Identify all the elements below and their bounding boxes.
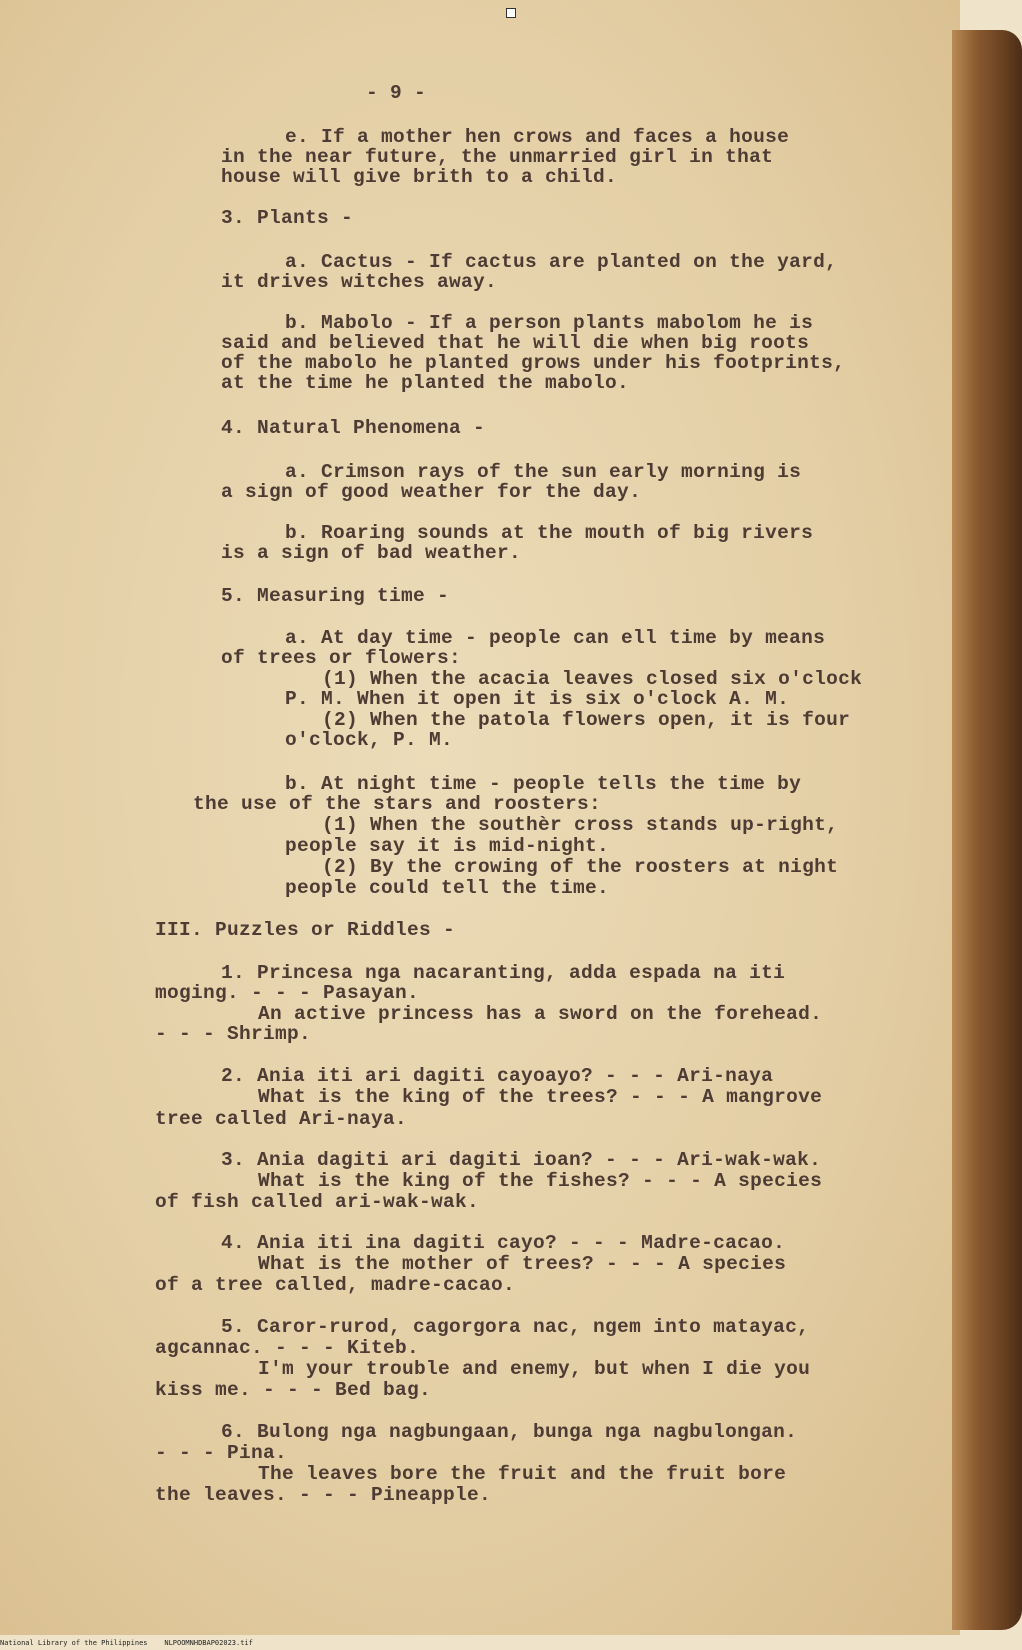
text-line: b. Roaring sounds at the mouth of big rivers <box>285 522 814 544</box>
scan-marker-icon <box>506 8 516 18</box>
section-heading: 4. Natural Phenomena - <box>221 417 486 439</box>
text-line: a. Crimson rays of the sun early morning is <box>285 461 802 483</box>
text-line: of fish called ari-wak-wak. <box>155 1191 480 1213</box>
text-line: What is the mother of trees? - - - A species <box>258 1253 787 1275</box>
text-line: the use of the stars and roosters: <box>193 793 602 815</box>
text-line: of a tree called, madre-cacao. <box>155 1274 516 1296</box>
text-line: - - - Pina. <box>155 1442 288 1464</box>
text-line: An active princess has a sword on the forehead. <box>258 1003 823 1025</box>
text-line: people could tell the time. <box>285 877 610 899</box>
text-line: 1. Princesa nga nacaranting, adda espada na iti <box>221 962 786 984</box>
text-line: kiss me. - - - Bed bag. <box>155 1379 432 1401</box>
text-line: moging. - - - Pasayan. <box>155 982 420 1004</box>
page-number: - 9 - <box>366 82 427 104</box>
text-line: (2) By the crowing of the roosters at night <box>322 856 839 878</box>
text-line: said and believed that he will die when big roots <box>221 332 810 354</box>
text-line: (1) When the acacia leaves closed six o'clock <box>322 668 863 690</box>
text-line: a. At day time - people can ell time by means <box>285 627 826 649</box>
text-line: 5. Caror-rurod, cagorgora nac, ngem into matayac, <box>221 1316 810 1338</box>
section-heading: III. Puzzles or Riddles - <box>155 919 456 941</box>
text-line: 4. Ania iti ina dagiti cayo? - - - Madre-cacao. <box>221 1232 786 1254</box>
text-line: - - - Shrimp. <box>155 1023 312 1045</box>
section-heading: 3. Plants - <box>221 207 354 229</box>
text-line: 6. Bulong nga nagbungaan, bunga nga nagbulongan. <box>221 1421 798 1443</box>
book-binding <box>952 30 1022 1630</box>
text-line: I'm your trouble and enemy, but when I die you <box>258 1358 811 1380</box>
text-line: is a sign of bad weather. <box>221 542 522 564</box>
text-line: it drives witches away. <box>221 271 498 293</box>
text-line: of trees or flowers: <box>221 647 462 669</box>
text-line: of the mabolo he planted grows under his footprints, <box>221 352 846 374</box>
text-line: the leaves. - - - Pineapple. <box>155 1484 492 1506</box>
scan-footer: National Library of the Philippines NLPOOMNHDBAP02023.tif <box>0 1639 253 1647</box>
text-line: 3. Ania dagiti ari dagiti ioan? - - - Ari-wak-wak. <box>221 1149 822 1171</box>
text-line: What is the king of the fishes? - - - A species <box>258 1170 823 1192</box>
text-line: agcannac. - - - Kiteb. <box>155 1337 420 1359</box>
text-line: o'clock, P. M. <box>285 729 454 751</box>
text-line: people say it is mid-night. <box>285 835 610 857</box>
text-line: a. Cactus - If cactus are planted on the yard, <box>285 251 838 273</box>
text-line: P. M. When it open it is six o'clock A. M. <box>285 688 790 710</box>
text-line: The leaves bore the fruit and the fruit bore <box>258 1463 787 1485</box>
text-line: (1) When the southèr cross stands up-right, <box>322 814 839 836</box>
text-line: (2) When the patola flowers open, it is four <box>322 709 851 731</box>
text-line: in the near future, the unmarried girl in that <box>221 146 774 168</box>
text-line: at the time he planted the mabolo. <box>221 372 630 394</box>
text-line: e. If a mother hen crows and faces a house <box>285 126 790 148</box>
text-line: a sign of good weather for the day. <box>221 481 642 503</box>
text-line: b. Mabolo - If a person plants mabolom he is <box>285 312 814 334</box>
text-line: tree called Ari-naya. <box>155 1108 408 1130</box>
text-line: b. At night time - people tells the time by <box>285 773 802 795</box>
text-line: 2. Ania iti ari dagiti cayoayo? - - - Ari-naya <box>221 1065 774 1087</box>
section-heading: 5. Measuring time - <box>221 585 450 607</box>
text-line: What is the king of the trees? - - - A mangrove <box>258 1086 823 1108</box>
text-line: house will give brith to a child. <box>221 166 618 188</box>
